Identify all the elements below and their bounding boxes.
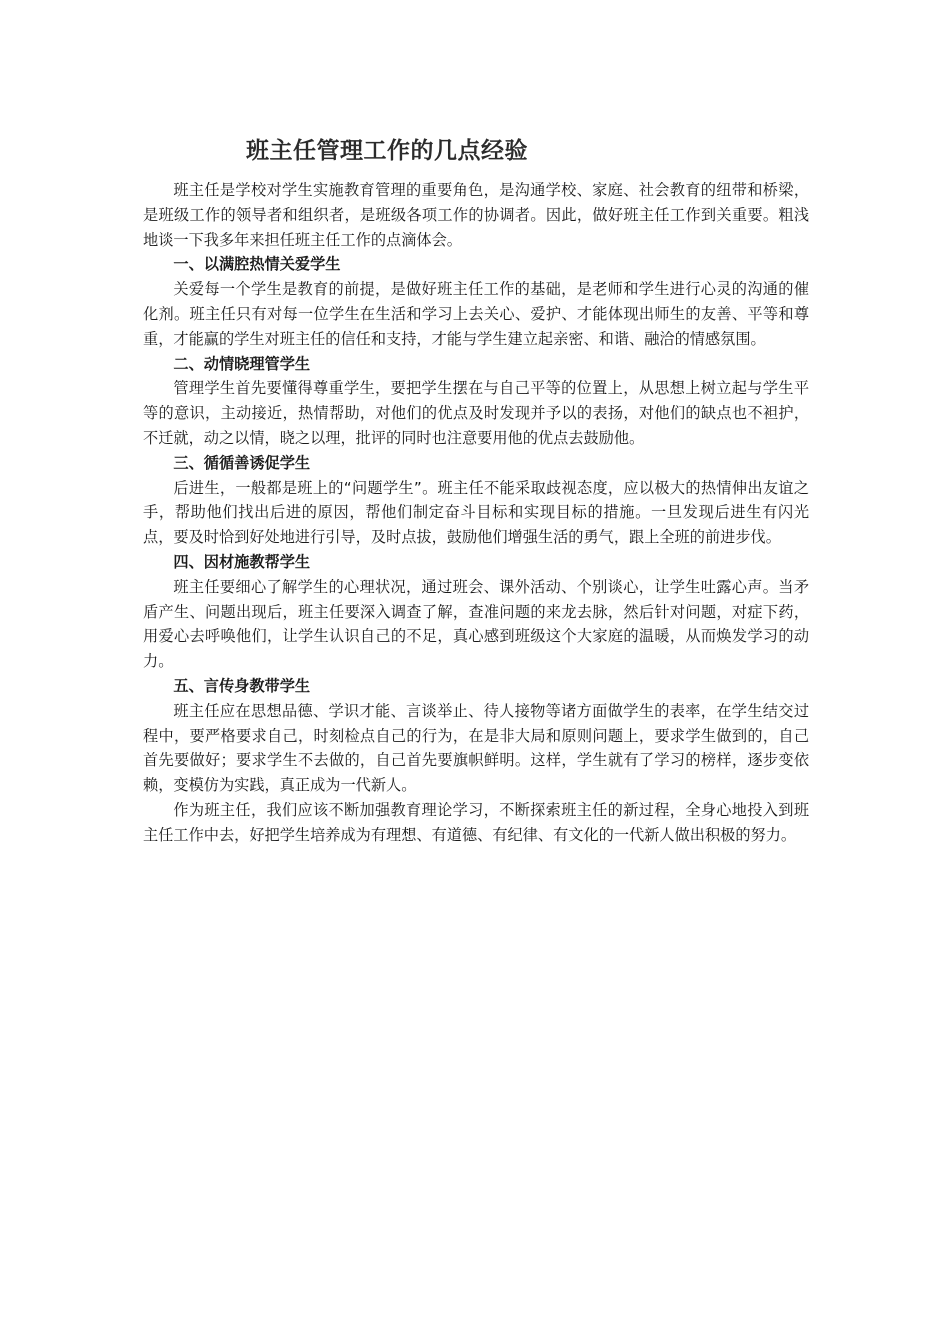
- section-heading: 二、动情晓理管学生: [173, 354, 311, 373]
- section-body: 关爱每一个学生是教育的前提，是做好班主任工作的基础，是老师和学生进行心灵的沟通的催化剂。班主任只有对每一位学生在生活和学习上去关心、爱护、才能体现出师生的友善、平等和尊重，才能赢的学生对班主任的信任和支持，才能与学生建立起亲密、和谐、融洽的情感氛围。: [143, 280, 809, 348]
- section-heading: 四、因材施教帮学生: [173, 552, 311, 571]
- section-body: 班主任应在思想品德、学识才能、言谈举止、待人接物等诸方面做学生的表率，在学生结交过程中，要严格要求自己，时刻检点自己的行为，在是非大局和原则问题上，要求学生做到的，自己首先要做好；要求学生不去做的，自己首先要旗帜鲜明。这样，学生就有了学习的榜样，逐步变依赖，变模仿为实践，真正成为一代新人。: [143, 701, 809, 795]
- section-heading: 三、循循善诱促学生: [173, 453, 311, 472]
- document-page: [143, 132, 809, 848]
- section-body: 班主任要细心了解学生的心理状况，通过班会、课外活动、个别谈心，让学生吐露心声。当矛盾产生、问题出现后，班主任要深入调查了解，查准问题的来龙去脉，然后针对问题，对症下药，用爱心去呼唤他们，让学生认识自己的不足，真心感到班级这个大家庭的温暖，从而焕发学习的动力。: [143, 577, 809, 671]
- conclusion-paragraph: 作为班主任，我们应该不断加强教育理论学习，不断探索班主任的新过程，全身心地投入到班主任工作中去，好把学生培养成为有理想、有道德、有纪律、有文化的一代新人做出积极的努力。: [143, 800, 809, 844]
- intro-paragraph: 班主任是学校对学生实施教育管理的重要角色，是沟通学校、家庭、社会教育的纽带和桥梁，是班级工作的领导者和组织者，是班级各项工作的协调者。因此，做好班主任工作到关重要。粗浅地谈一下我多年来担任班主任工作的点滴体会。: [143, 181, 809, 249]
- section-2: [143, 352, 809, 451]
- section-body: 后进生，一般都是班上的“问题学生”。班主任不能采取歧视态度，应以极大的热情伸出友谊之手，帮助他们找出后进的原因，帮他们制定奋斗目标和实现目标的措施。一旦发现后进生有闪光点，要及时恰到好处地进行引导，及时点拔，鼓励他们增强生活的勇气，跟上全班的前进步伐。: [143, 478, 809, 547]
- document-title: 班主任管理工作的几点经验: [246, 138, 528, 164]
- section-3: [143, 451, 809, 550]
- section-heading: 一、以满腔热情关爱学生: [173, 255, 341, 274]
- section-1: [143, 252, 809, 351]
- section-heading: 五、言传身教带学生: [173, 676, 311, 695]
- section-5: [143, 674, 809, 798]
- section-4: [143, 550, 809, 674]
- section-body: 管理学生首先要懂得尊重学生，要把学生摆在与自己平等的位置上，从思想上树立起与学生平等的意识，主动接近，热情帮助，对他们的优点及时发现并予以的表扬，对他们的缺点也不袒护，不迁就，动之以情，晓之以理，批评的同时也注意要用他的优点去鼓励他。: [143, 379, 809, 447]
